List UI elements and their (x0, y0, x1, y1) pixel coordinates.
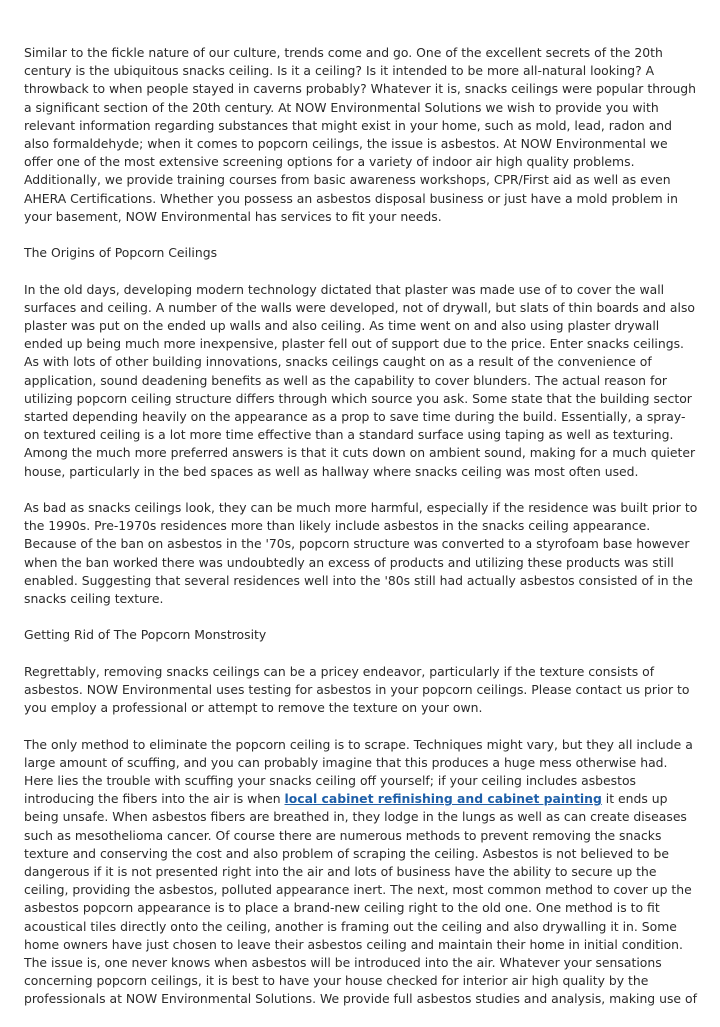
dangers-paragraph: As bad as snacks ceilings look, they can be much more harmful, especially if the residence was built prior to the 1990s. Pre-1970s residences more than likely include asbestos in the snacks ceiling appearance. Because of the ban on asbestos in the '70s, popcorn structure was converted to a styrofoam base however when the ban worked there was undoubtedly an excess of products and utilizing these products was still enabled. Suggesting that several residences well into the '80s still had actually asbestos consisted of in the snacks ceiling texture. (24, 500, 698, 607)
methods-text-after-link: it ends up being unsafe. When asbestos fibers are breathed in, they lodge in the lungs as well as can create diseases such as mesothelioma cancer. Of course there are numerous methods to prevent removing the snacks texture and conserving the cost and also problem of scraping the ceiling. Asbestos is not believed to be dangerous if it is not presented right into the air and lots of business have the ability to secure up the ceiling, providing the asbestos, polluted appearance inert. The next, most common method to cover up the asbestos popcorn appearance is to place a brand-new ceiling right to the old one. One method is to fit acoustical tiles directly onto the ceiling, another is framing out the ceiling and also drywalling it in. Some home owners have just chosen to leave their asbestos ceiling and maintain their home in initial condition. The issue is, one never knows when asbestos will be introduced into the air. Whatever your sensations concerning popcorn ceilings, it is best to have your house checked for interior air high quality by the professionals at NOW Environmental Solutions. We provide full asbestos studies and analysis, making use of (24, 791, 697, 1007)
section-heading-origins: The Origins of Popcorn Ceilings (24, 245, 218, 261)
methods-paragraph (24, 736, 700, 1009)
methods-text-before-link: The only method to eliminate the popcorn ceiling is to scrape. Techniques might vary, but they all include a large amount of scuffing, and you can probably imagine that this produces a huge mess otherwise had. Here lies the trouble with scuffing your snacks ceiling off yourself; if your ceiling includes asbestos introducing the fibers into the air is when (24, 736, 693, 807)
section-heading-removal: Getting Rid of The Popcorn Monstrosity (24, 627, 267, 643)
intro-paragraph: Similar to the fickle nature of our culture, trends come and go. One of the excellent secrets of the 20th century is the ubiquitous snacks ceiling. Is it a ceiling? Is it intended to be more all-natural looking? A throwback to when people stayed in caverns probably? Whatever it is, snacks ceilings were popular through a significant section of the 20th century. At NOW Environmental Solutions we wish to provide you with relevant information regarding substances that might exist in your home, such as mold, lead, radon and also formaldehyde; when it comes to popcorn ceilings, the issue is asbestos. At NOW Environmental we offer one of the most extensive screening options for a variety of indoor air high quality problems. Additionally, we provide training courses from basic awareness workshops, CPR/First aid as well as even AHERA Certifications. Whether you possess an asbestos disposal business or just have a mold problem in your basement, NOW Environmental has services to fit your needs. (24, 45, 697, 224)
removal-paragraph: Regrettably, removing snacks ceilings can be a pricey endeavor, particularly if the texture consists of asbestos. NOW Environmental uses testing for asbestos in your popcorn ceilings. Please contact us prior to you employ a professional or attempt to remove the texture on your own. (24, 663, 690, 716)
cabinet-refinishing-link[interactable]: local cabinet refinishing and cabinet painting (284, 791, 602, 807)
article-body (24, 44, 700, 1027)
origins-paragraph: In the old days, developing modern technology dictated that plaster was made use of to cover the wall surfaces and ceiling. A number of the walls were developed, not of drywall, but slats of thin boards and also plaster was put on the ended up walls and also ceiling. As time went on and also using plaster drywall ended up being much more inexpensive, plaster fell out of support due to the price. Enter snacks ceilings. As with lots of other building innovations, snacks ceilings caught on as a result of the convenience of application, sound deadening benefits as well as the capability to cover blunders. The actual reason for utilizing popcorn ceiling structure differs through which source you ask. Some state that the building sector started depending heavily on the appearance as a prop to save time during the build. Essentially, a spray-on textured ceiling is a lot more time effective than a standard surface using taping as well as texturing. Among the much more preferred answers is that it cuts down on ambient sound, making for a much quieter house, particularly in the bed spaces as well as hallway where snacks ceiling was most often used. (24, 281, 696, 479)
